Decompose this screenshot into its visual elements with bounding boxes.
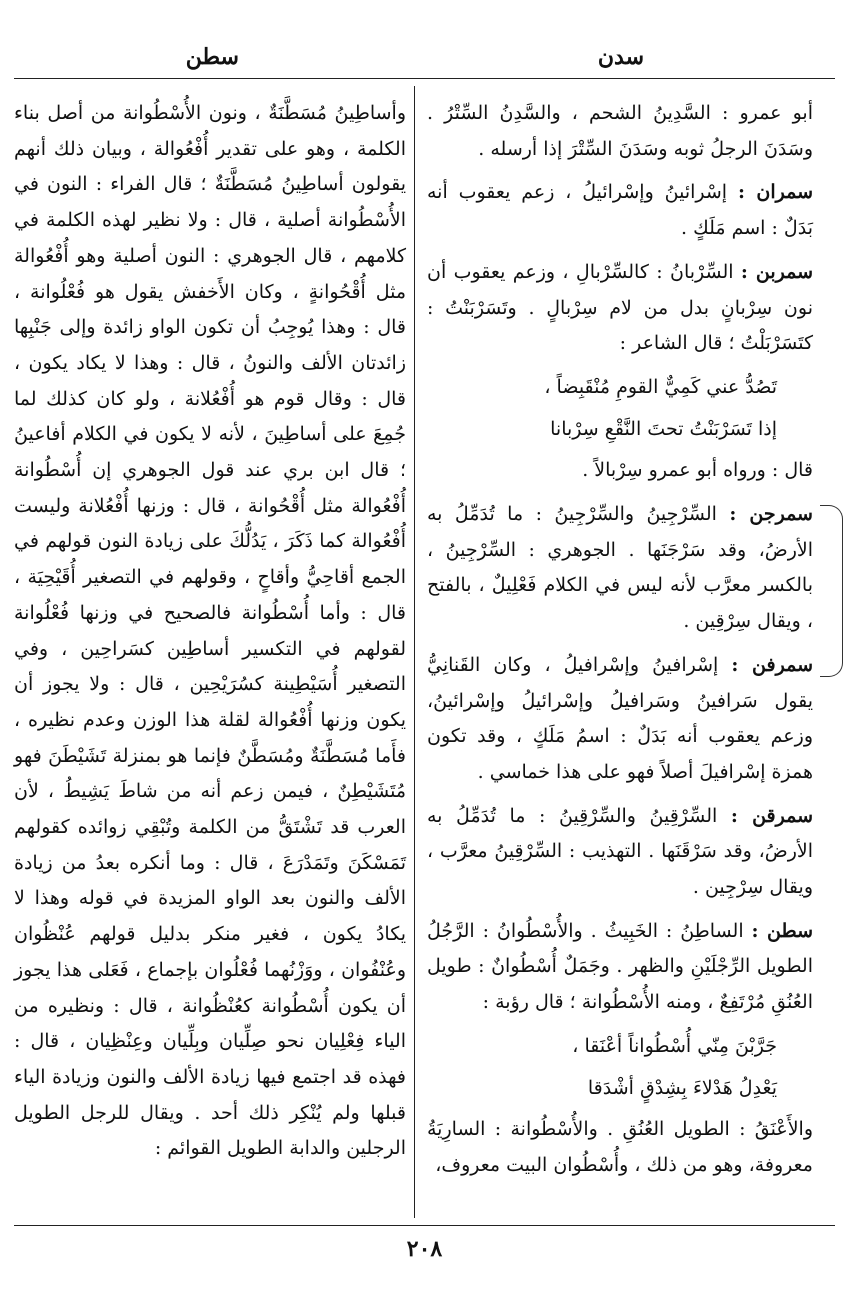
- entry-text: إسْرائينُ وإسْرائيلُ ، زعم يعقوب أنه بَدَلٌ : اسم مَلَكٍ .: [427, 181, 813, 240]
- continuation-paragraph: وأساطِينُ مُسَطَّنَةٌ ، ونون الأُسْطُوانة من أصل بناء الكلمة ، وهو على تقدير أُفْعُوالة ، وبيان ذلك أنهم يقولون أساطِينُ مُسَطَّنَةٌ ؛ قال الفراء : النون في الأُسْطُوانة أصلية ، قال : ولا نظير لهذه الكلمة في كلامهم ، قال الجوهري : النون أصلية وهو أُفْعُوالة مثل أُقْحُوانةٍ ، وكان الأَخفش يقول هو فُعْلُوانة ، قال : وهذا يُوجِبُ أن تكون الواو زائدة وإلى جَنْبِها زائدتان الألف والنونُ ، قال : وهذا لا يكاد يكون ، قال : وقال قوم هو أُفْعُلانة ، ولو كان كذلك لما جُمِعَ على أساطِينَ ، لأنه لا يكون في الكلام أفاعينُ ؛ قال ابن بري عند قول الجوهري إن أُسْطُوانة أُفْعُوالة مثل أُقْحُوانة ، قال : وزنها أُفْعُلانة وليست أُفْعُوالة كما ذَكَرَ ، يَدُلُّكَ على زيادة النون قولهم في الجمع أقاحِيُّ وأقاحٍ ، وقولهم في التصغير أُقَيْحِيَة ، قال : وأما أُسْطُوانة فالصحيح في وزنها فُعْلُوانة لقولهم في التكسير أساطِين كسَراحِين ، وفي التصغير أُسَيْطِينة كسُرَيْحِين ، قال : ولا يجوز أن يكون وزنها أُفْعُوالة لقلة هذا الوزن وعدم نظيره ، فأَما مُسَطَّنَةٌ ومُسَطَّنٌ فإنما هو بمنزلة تَشَيْطَنَ فهو مُتَشَيْطِنٌ ، فيمن زعم أنه من شاطَ يَشِيطُ ، لأن العرب قد تَشْتَقُّ من الكلمة وتُبْقِي زوائده كقولهم تَمَسْكَنَ وتَمَدْرَعَ ، قال : وما أنكره بعدُ من زيادة الألف والنون بعد الواو المزيدة في قوله وهذا لا يكادُ يكون ، فغير منكر بدليل قولهم عُنْظُوان وعُنْفُوان ، ووَزْنُهما فُعْلُوان بإجماع ، فَعَلى هذا يجوز أن يكون أُسْطُوانة كعُنْظُوانة ، قال : ونظيره من الياء فِعْلِيان نحو صِلِّيان وبِلِّيان وعِنْظِيان ، قال : فهذه قد اجتمع فيها زيادة الألف والنون وزيادة الياء قبلها ولم يُنْكِر ذلك أحد . ويقال للرجل الطويل الرجلين والدابة الطويل القوائم :: [14, 102, 406, 1160]
- entry-text: السِّرْبانُ : كالسِّرْبالِ ، وزعم يعقوب أن نون سِرْبانٍ بدل من لام سِرْبالٍ . وتَسَرْبَنْتُ : كتَسَرْبَلْتُ ؛ قال الشاعر :: [427, 260, 813, 355]
- verse-line: إذا تَسَرْبَنْتُ تحتَ النَّقْعِ سِرْبانا: [550, 417, 777, 440]
- column-separator: [414, 86, 415, 1218]
- verse-line: يَعْدِلُ هَدْلاءَ بِشِدْقٍ أشْدَقا: [587, 1076, 777, 1099]
- entry-headword: سمرجن :: [729, 503, 813, 526]
- dictionary-entry: [427, 453, 813, 489]
- entry-text: والأَعْنَقُ : الطويل العُنُقِ . والأُسْطُوانة : السارِيَةُ معروفة، وهو من ذلك ، وأُسْطُوان البيت معروف،: [427, 1118, 813, 1176]
- dictionary-entry: [427, 648, 813, 791]
- entry-headword: سطن :: [751, 919, 813, 942]
- verse-line: تَصُدُّ عني كَمِيٌّ القومِ مُنْقَبِضاً ،: [544, 375, 777, 398]
- entry-text: إسْرافينُ وإسْرافيلُ ، وكان القَنانِيُّ يقول سَرافينُ وسَرافيلُ وإسْرائيلُ وإسْرائينُ، وزعم يعقوب أنه بَدَلٌ : اسمُ مَلَكٍ ، وقد تكون همزة إسْرافيلَ أصلاً فهو على هذا خماسي .: [427, 653, 813, 783]
- margin-bracket-mark: [820, 505, 843, 677]
- running-header-left: سطن: [185, 44, 239, 70]
- left-column: [14, 96, 406, 1167]
- running-header-right: سدن: [597, 44, 644, 70]
- dictionary-entry: [427, 96, 813, 167]
- bottom-rule: [14, 1225, 835, 1226]
- entry-headword: سمرقن :: [730, 804, 814, 827]
- entry-text: السِّرْجِينُ والسِّرْجِينُ : ما تُدَمِّلُ به الأرضُ، وقد سَرْجَنَها . الجوهري : السِّرْجِينُ ، بالكسر معرَّب لأنه ليس في الكلام فَعْلِيلٌ ، بالفتح ، ويقال سِرْقِين .: [427, 503, 813, 633]
- dictionary-entry: [427, 497, 813, 640]
- page-number: ٢٠٨: [406, 1236, 443, 1262]
- dictionary-entry: [427, 255, 813, 362]
- entry-headword: سمربن :: [740, 260, 813, 283]
- dictionary-entry: [427, 914, 813, 1021]
- entry-text: السِّرْقِينُ والسِّرْقِينُ : ما تُدَمِّلُ به الأرضُ، وقد سَرْقَنَها . التهذيب : السِّرْقِينُ معرَّب ، ويقال سِرْجِين .: [427, 804, 813, 899]
- entry-headword: سمران :: [737, 181, 813, 204]
- dictionary-entry: [427, 1112, 813, 1183]
- entry-text: قال : ورواه أبو عمرو سِرْبالاً .: [582, 459, 813, 482]
- verse-line: جَرَّبْنَ مِنّي أُسْطُواناً أعْنَقا ،: [572, 1034, 777, 1057]
- dictionary-entry: [427, 175, 813, 246]
- top-rule: [14, 78, 835, 79]
- dictionary-entry: [427, 799, 813, 906]
- entry-text: الساطِنُ : الخَبِيثُ . والأُسْطُوانُ : الرَّجُلُ الطويل الرِّجْلَيْنِ والظهر . وجَمَلٌ أُسْطُوانٌ : طويل العُنُقِ مُرْتَفِعٌ ، ومنه الأُسْطُوانة ؛ قال رؤبة :: [427, 919, 813, 1014]
- entry-headword: سمرفن :: [731, 653, 813, 676]
- right-column: [427, 96, 813, 1192]
- entry-text: أبو عمرو : السَّدِينُ الشحم ، والسَّدِنُ السِّتْرُ . وسَدَنَ الرجلُ ثوبه وسَدَنَ السِّتْرَ إذا أرسله .: [427, 102, 813, 160]
